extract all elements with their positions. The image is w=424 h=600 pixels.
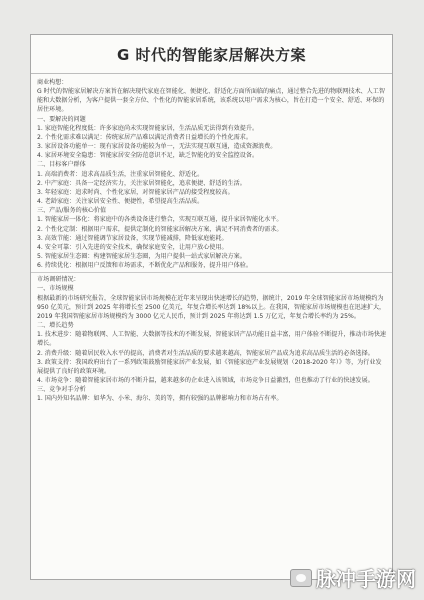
document-page [30, 34, 393, 580]
section-3-heading: 三、产品/服务的核心价值 [37, 207, 107, 215]
section-3-item: 3. 高效节能：通过智能调节家居设备，实现节能减排，降低家庭能耗。 [37, 234, 228, 242]
intro-text: G 时代的智能家居解决方案旨在解决现代家庭在智能化、便捷化、舒适化方面所面临的痛点，通过整合先进的物联网技术、人工智能和大数据分析，为客户提供一套全方位、个性化的智能家居系统，该系统以用户需求为核心，旨在打造一个安全、舒适、环保的居住环境。 [37, 88, 385, 114]
section-1-item: 4. 家居环境安全隐患：智能家居安全防范意识不足，缺乏智能化的安全监控设备。 [37, 152, 259, 160]
section-1-item: 1. 家庭智能化程度低：许多家庭尚未实现智能家居，生活品质无法得到有效提升。 [37, 124, 259, 132]
section-3-item: 2. 个性化定制：根据用户需求，提供定制化的智能家居解决方案，满足不同消费者的需求。 [37, 225, 283, 233]
market-2-heading: 二、增长趋势 [37, 322, 74, 330]
market-3-item: 1. 国内外知名品牌：如华为、小米、海尔、美的等，拥有较强的品牌影响力和市场占有率。 [37, 395, 283, 403]
market-1-text: 根据最新的市场研究报告，全球智能家居市场规模在近年来呈现出快速增长的趋势，据统计，2019 年全球智能家居市场规模约为 950 亿美元，预计到 2025 年将增长至 2500 亿美元，年复合增长率达到 18%以上。在我国，智能家居市场规模也在迅速扩大，2019 年我国智能家居市场规模约为 3000 亿元人民币，预计到 2025 年将达到 1.5 万亿元，年复合增长率约为 25%。 [37, 294, 386, 320]
document-title: G 时代的智能家居解决方案 [31, 35, 392, 74]
market-2-item: 2. 消费升级：随着居民收入水平的提高，消费者对生活品质的要求越来越高，智能家居产品成为追求高品质生活的必备选择。 [37, 349, 374, 357]
section-2-item: 2. 中产家庭：具备一定经济实力，关注家居智能化，追求便捷、舒适的生活。 [37, 179, 246, 187]
section-3-item: 4. 安全可靠：引入先进的安全技术，确保家庭安全，让用户放心使用。 [37, 243, 228, 251]
market-2-item: 1. 技术进步：随着物联网、人工智能、大数据等技术的不断发展，智能家居产品功能日益丰富，用户体验不断提升，推动市场快速增长。 [37, 331, 387, 348]
market-1-heading: 一、市场规模 [37, 285, 74, 293]
gamepad-logo-icon [290, 569, 312, 587]
section-2-item: 4. 老龄家庭：关注家居安全性、便捷性，希望提高生活品质。 [37, 198, 204, 206]
section-1-heading: 一、要解决的问题 [37, 115, 86, 123]
market-2-item: 4. 市场竞争：随着智能家居市场的不断升温，越来越多的企业进入该领域，市场竞争日益激烈，但也推动了行业的快速发展。 [37, 377, 374, 384]
section-3-item: 5. 智能家居生态圈：构建智能家居生态圈，为用户提供一站式家居解决方案。 [37, 252, 246, 260]
section-3-item: 1. 智能家居一体化：将家庭中的各类设备进行整合，实现互联互通，提升家居智能化水平。 [37, 216, 283, 224]
divider [31, 272, 392, 273]
document-body [31, 74, 392, 403]
section-2-item: 3. 年轻家庭：追求时尚、个性化家居，对智能家居产品的接受程度较高。 [37, 188, 234, 196]
market-heading: 市场调研情况： [37, 276, 80, 284]
intro-heading: 商业构想： [37, 79, 68, 86]
watermark [290, 563, 416, 592]
section-3-item: 6. 持续优化：根据用户反馈和市场需求，不断优化产品和服务，提升用户体验。 [37, 262, 252, 270]
market-2-item: 3. 政策支持：我国政府出台了一系列政策鼓励智能家居产业发展，如《智能家庭产业发展规划（2018-2020 年）》等，为行业发展提供了良好的政策环境。 [37, 358, 382, 375]
section-1-item: 3. 家居设备功能单一：现有家居设备功能较为单一，无法实现互联互通，造成资源浪费。 [37, 143, 277, 151]
section-2-item: 1. 高端消费者：追求高品质生活，注重家居智能化、舒适化。 [37, 170, 204, 178]
watermark-text: 脉冲手游网 [316, 567, 416, 591]
section-1-item: 2. 个性化需求难以满足：传统家居产品难以满足消费者日益增长的个性化需求。 [37, 133, 252, 141]
section-2-heading: 二、目标客户群体 [37, 161, 86, 169]
market-3-heading: 三、竞争对手分析 [37, 386, 86, 394]
